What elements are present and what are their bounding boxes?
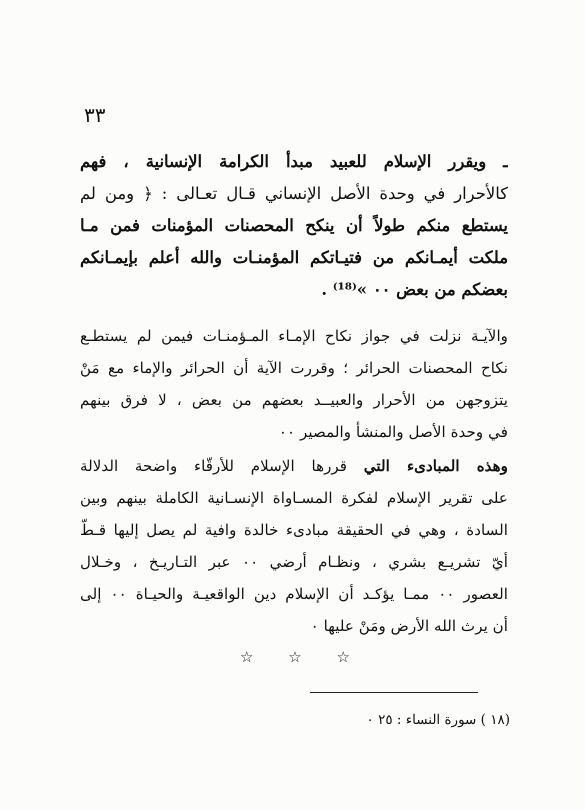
star-icon: ☆ xyxy=(288,648,302,666)
text-line: بعضكم من بعض ٠٠ »⁽¹⁸⁾ . xyxy=(321,280,508,299)
text-line: على تقرير الإسلام لفكرة المسـاواة الإنسـانية الكاملة بينهم وبين xyxy=(80,489,508,507)
text-line: ـ ويقرر الإسلام للعبيد مبدأ الكرامة الإنسانية ، فهم xyxy=(80,152,508,171)
paragraph-principles xyxy=(80,450,508,642)
text-line: أيّ تشريـع بشري ، ونظـام أرضي ٠٠ عبر التـاريـخ ، وخـلال xyxy=(80,553,508,571)
text-line: نكاح المحصنات الحرائر ؛ وقررت الآية أن الحرائر والإماء مع مَنْ xyxy=(80,359,508,377)
text-line: في وحدة الأصل والمنشأ والمصير ٠٠ xyxy=(278,423,508,441)
text-line: يتزوجهن من الأحرار والعبيــد بعضهم من بعض ، لا فرق بينهم xyxy=(80,391,508,409)
footnote-divider xyxy=(310,692,478,693)
star-icon: ☆ xyxy=(240,648,254,666)
text-line: أن يرث الله الأرض ومَنْ عليها ٠ xyxy=(310,617,508,635)
footnote: (١٨ ) سورة النساء : ٢٥ ٠ xyxy=(366,712,510,728)
paragraph-lead: وهذه المبادىء التي xyxy=(363,457,508,475)
text-line: ملكت أيمـانكم من فتيـاتكم المؤمنـات والله أعلم بإيمـانكم xyxy=(80,248,508,267)
text-line xyxy=(80,450,508,482)
text-line: السادة ، وهي في الحقيقة مبادىء خالدة وافية لم يصل إليها قـطّ xyxy=(80,521,508,539)
section-separator xyxy=(240,648,350,666)
text-line: والآيـة نزلت في جواز نكاح الإمـاء المـؤمنـات فيمن لم يستطـع xyxy=(80,327,508,345)
text-line-rest: قررها الإسلام للأرقّاء واضحة الدلالة xyxy=(80,457,348,475)
text-line: العصور ٠٠ ممـا يؤكـد أن الإسلام دين الواقعيـة والحيـاة ٠٠ إلى xyxy=(80,585,508,603)
text-line: كالأحرار في وحدة الأصل الإنساني قـال تعـالى : ﴿ ومن لم xyxy=(80,184,508,203)
paragraph-verse-explanation xyxy=(80,320,508,448)
star-icon: ☆ xyxy=(336,648,350,666)
paragraph-quran-verse xyxy=(80,146,508,306)
text-line: يستطع منكم طولاً أن ينكح المحصنات المؤمنات فمن مـا xyxy=(80,216,508,235)
page-number: ٣٣ xyxy=(84,103,106,127)
